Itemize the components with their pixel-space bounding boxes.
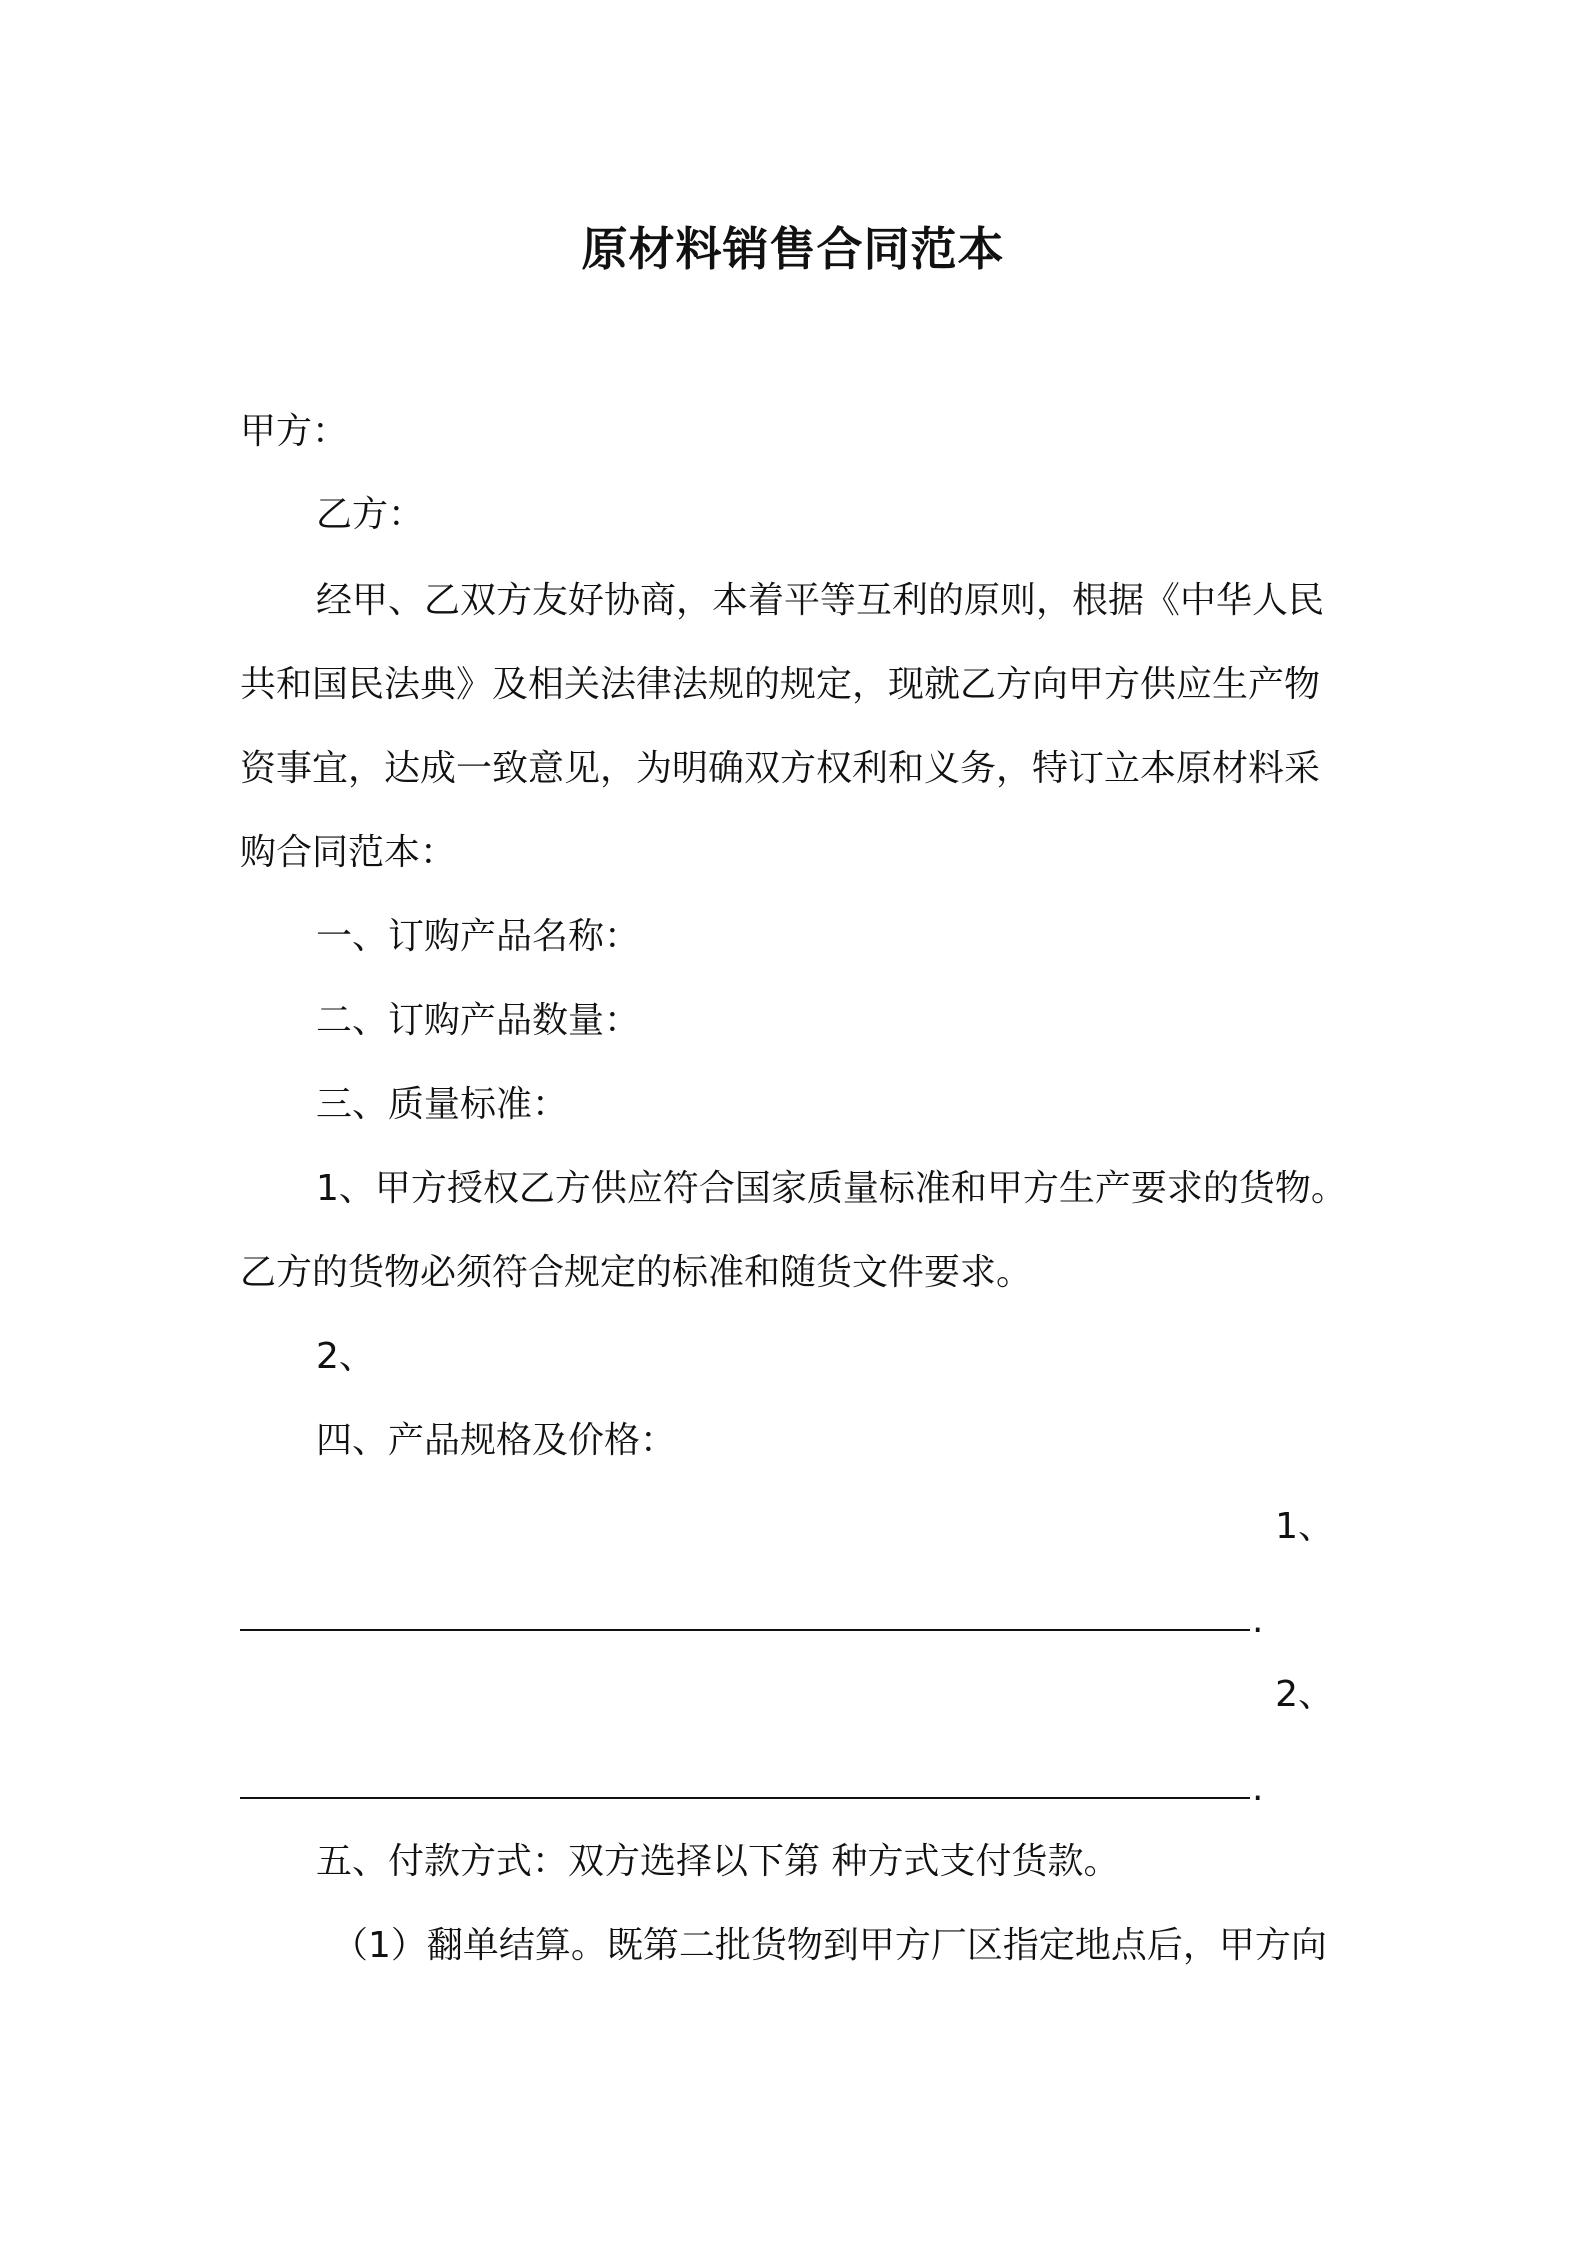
section-product-quantity: 二、订购产品数量： xyxy=(316,1000,641,1041)
section-spec-price: 四、产品规格及价格： xyxy=(316,1420,677,1461)
spec-item-blank xyxy=(240,1761,1270,1809)
quality-clause-line: 1、甲方授权乙方供应符合国家质量标准和甲方生产要求的货物。 xyxy=(316,1168,1347,1209)
document-title: 原材料销售合同范本 xyxy=(581,222,1005,276)
line-end-mark: . xyxy=(1252,1768,1264,1809)
party-b-label: 乙方： xyxy=(316,494,425,535)
fill-in-line xyxy=(240,1629,1250,1631)
preamble-line: 购合同范本： xyxy=(240,832,457,873)
preamble-line: 经甲、乙双方友好协商，本着平等互利的原则，根据《中华人民 xyxy=(316,580,1325,621)
quality-clause-2: 2、 xyxy=(316,1336,375,1377)
spec-item-number: 1、 xyxy=(1275,1506,1334,1547)
section-quality-standard: 三、质量标准： xyxy=(316,1084,569,1125)
payment-option-1: （1）翻单结算。既第二批货物到甲方厂区指定地点后，甲方向 xyxy=(332,1925,1327,1966)
line-end-mark: . xyxy=(1252,1600,1264,1641)
party-a-label: 甲方： xyxy=(240,411,349,452)
fill-in-line xyxy=(240,1797,1250,1799)
preamble-line: 资事宜，达成一致意见，为明确双方权利和义务，特订立本原材料采 xyxy=(240,748,1321,789)
section-product-name: 一、订购产品名称： xyxy=(316,916,641,957)
spec-item-number: 2、 xyxy=(1275,1674,1334,1715)
preamble-line: 共和国民法典》及相关法律法规的规定，现就乙方向甲方供应生产物 xyxy=(240,664,1321,705)
quality-clause-line: 乙方的货物必须符合规定的标准和随货文件要求。 xyxy=(240,1252,1033,1293)
spec-item-blank xyxy=(240,1593,1270,1641)
section-payment-method: 五、付款方式：双方选择以下第 种方式支付货款。 xyxy=(316,1841,1120,1882)
